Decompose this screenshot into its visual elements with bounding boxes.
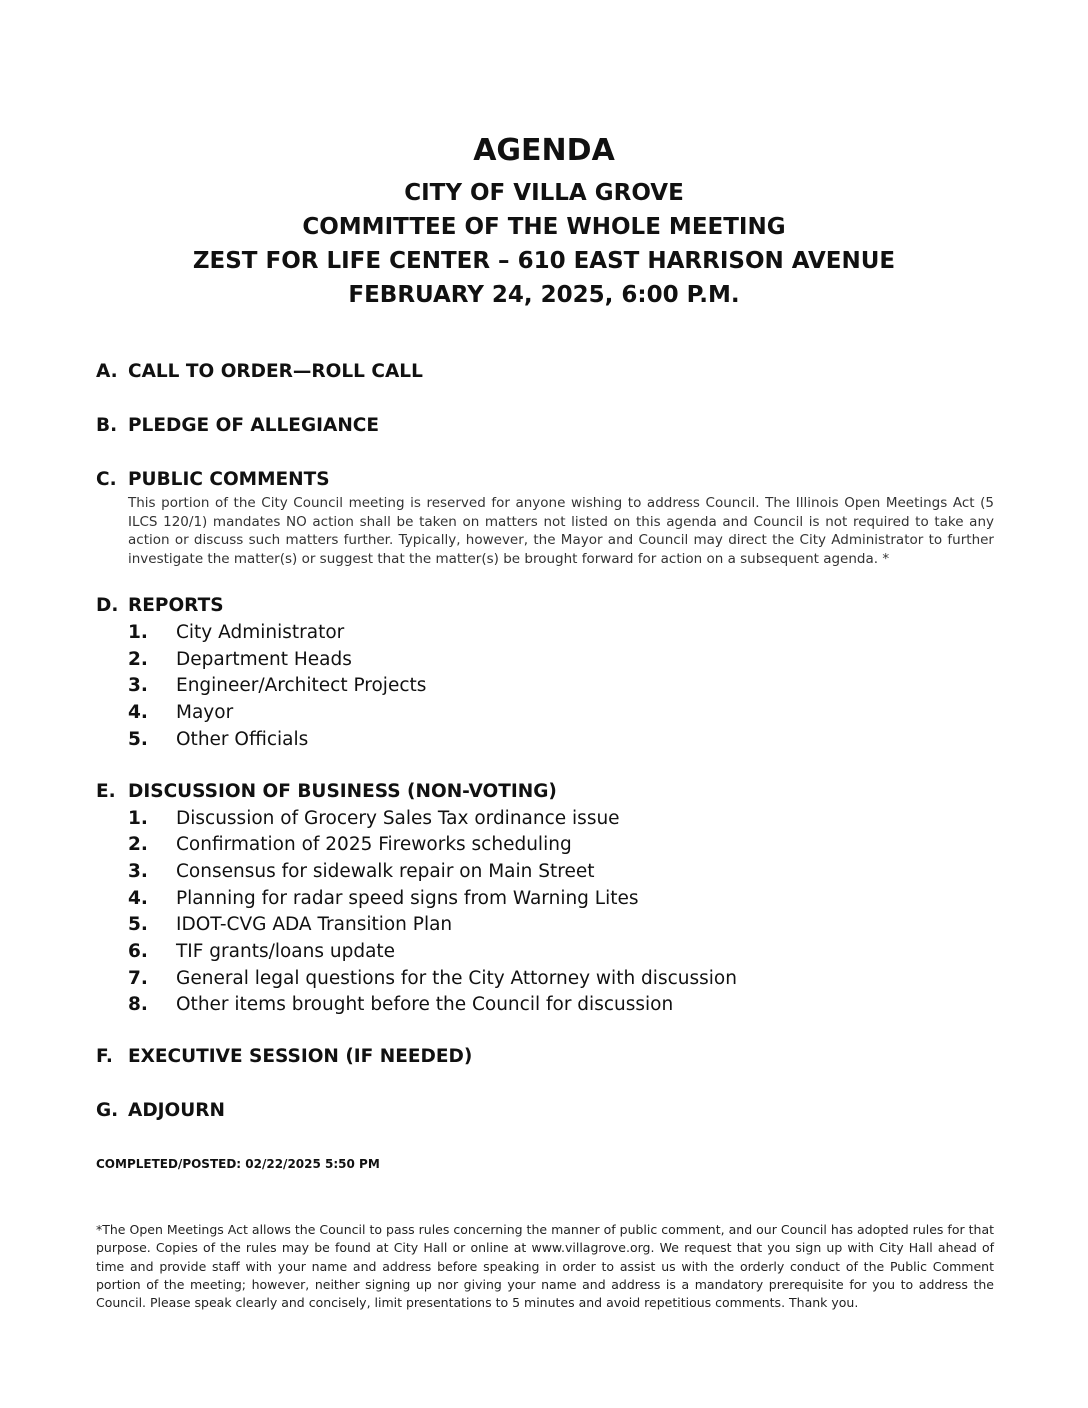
item-number: 2. <box>128 834 148 856</box>
posted-timestamp: COMPLETED/POSTED: 02/22/2025 5:50 PM <box>96 1157 380 1171</box>
list-item <box>128 886 996 913</box>
public-comments-description: This portion of the City Council meeting is reserved for anyone wishing to address Council. The Illinois Open Meetings Act (5 ILCS 120/1) mandates NO action shall be taken on matters not listed on this agenda and Council is not required to take any action or discuss such matters further. Typically, however, the Mayor and Council may direct the City Administrator to further investigate the matter(s) or suggest that the matter(s) be brought forward for action on a subsequent agenda. * <box>128 495 994 567</box>
item-text: Engineer/Architect Projects <box>176 675 427 697</box>
item-number: 3. <box>128 860 148 882</box>
item-text: City Administrator <box>176 622 345 643</box>
section-letter: C. <box>96 469 117 490</box>
item-text: IDOT-CVG ADA Transition Plan <box>176 914 453 936</box>
meeting-name: COMMITTEE OF THE WHOLE MEETING <box>302 214 786 240</box>
section-reports <box>96 592 996 754</box>
item-text: Other items brought before the Council for discussion <box>176 994 674 1016</box>
section-title: PUBLIC COMMENTS <box>128 469 330 490</box>
list-item <box>128 966 996 993</box>
item-text: Department Heads <box>176 648 352 670</box>
section-title: DISCUSSION OF BUSINESS (NON-VOTING) <box>128 780 557 802</box>
list-item <box>128 620 996 647</box>
item-number: 5. <box>128 728 148 750</box>
section-title: ADJOURN <box>128 1100 226 1122</box>
section-letter: E. <box>96 780 116 802</box>
list-item <box>128 939 996 966</box>
reports-list <box>128 620 996 754</box>
list-item <box>128 806 996 833</box>
item-text: TIF grants/loans update <box>176 941 396 963</box>
list-item <box>128 673 996 700</box>
section-title: REPORTS <box>128 595 224 616</box>
list-item <box>128 700 996 727</box>
item-number: 3. <box>128 675 148 697</box>
section-pledge <box>96 412 996 440</box>
section-title: CALL TO ORDER—ROLL CALL <box>128 361 423 382</box>
item-number: 8. <box>128 994 148 1016</box>
list-item <box>128 647 996 674</box>
section-public-comments <box>96 466 996 568</box>
section-letter: D. <box>96 595 119 616</box>
section-adjourn <box>96 1097 996 1125</box>
item-number: 4. <box>128 702 148 724</box>
section-discussion <box>96 778 996 1020</box>
section-letter: B. <box>96 415 118 436</box>
agenda-title: AGENDA <box>473 133 615 168</box>
item-text: Mayor <box>176 702 234 724</box>
list-item <box>128 727 996 754</box>
section-executive-session <box>96 1043 996 1071</box>
agenda-sections <box>96 358 996 1125</box>
meeting-datetime: FEBRUARY 24, 2025, 6:00 P.M. <box>348 282 740 308</box>
item-number: 6. <box>128 941 148 963</box>
list-item <box>128 992 996 1019</box>
item-number: 1. <box>128 807 148 829</box>
discussion-list <box>128 806 996 1020</box>
section-title: EXECUTIVE SESSION (IF NEEDED) <box>128 1046 473 1068</box>
section-letter: G. <box>96 1100 119 1122</box>
item-text: General legal questions for the City Attorney with discussion <box>176 967 737 989</box>
item-text: Discussion of Grocery Sales Tax ordinance issue <box>176 807 620 829</box>
item-number: 1. <box>128 622 148 643</box>
section-title: PLEDGE OF ALLEGIANCE <box>128 415 380 436</box>
list-item <box>128 859 996 886</box>
item-number: 5. <box>128 914 148 936</box>
item-number: 4. <box>128 887 148 909</box>
section-letter: F. <box>96 1046 113 1068</box>
section-letter: A. <box>96 361 118 382</box>
item-number: 7. <box>128 967 148 989</box>
list-item <box>128 832 996 859</box>
item-text: Planning for radar speed signs from Warning Lites <box>176 887 639 909</box>
list-item <box>128 912 996 939</box>
item-text: Confirmation of 2025 Fireworks scheduling <box>176 834 572 856</box>
meeting-location: ZEST FOR LIFE CENTER – 610 EAST HARRISON AVENUE <box>192 248 896 274</box>
item-text: Other Officials <box>176 728 309 750</box>
open-meetings-footnote: *The Open Meetings Act allows the Council to pass rules concerning the manner of public comment, and our Council has adopted rules for that purpose. Copies of the rules may be found at City Hall or online at www.villagrove.org. We request that you sign up with City Hall ahead of time and provide staff with your name and address before speaking in order to assist us with the orderly conduct of the Public Comment portion of the meeting; however, neither signing up nor giving your name and address is a mandatory prerequisite for you to address the Council. Please speak clearly and concisely, limit presentations to 5 minutes and avoid repetitious comments. Thank you. <box>96 1222 994 1311</box>
item-text: Consensus for sidewalk repair on Main Street <box>176 860 595 882</box>
item-number: 2. <box>128 648 148 670</box>
section-call-to-order <box>96 358 996 386</box>
city-name: CITY OF VILLA GROVE <box>404 180 684 206</box>
agenda-header <box>0 130 1088 312</box>
